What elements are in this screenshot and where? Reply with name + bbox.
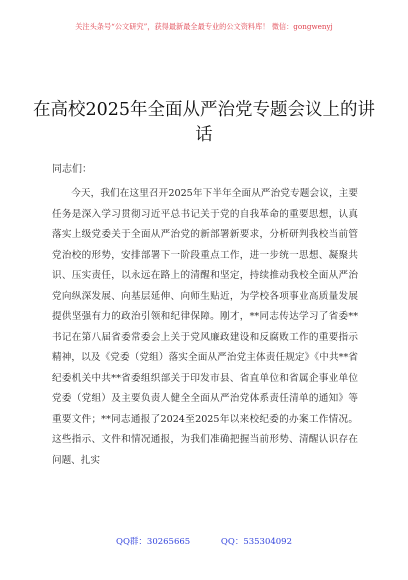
header-notice: 关注头条号“公文研究”，获得最新最全最专业的公文资料库！ 微信：gongwenyj <box>75 22 333 31</box>
footer-qq: QQ：535304092 <box>220 537 292 547</box>
footer-qq-group: QQ群：30265665 <box>115 537 191 547</box>
salutation: 同志们： <box>52 164 92 175</box>
body-paragraph: 今天，我们在这里召开2025年下半年全面从严治党专题会议，主要任务是深入学习贯彻习近平总书记关于党的自我革命的重要思想，认真落实上级党委关于全面从严治党的新部署新要求，分析研判我校当前管党治校的形势，安排部署下一阶段重点工作，进一步统一思想、凝聚共识、压实责任，以永远在路上的清醒和坚定，持续推动我校全面从严治党向纵深发展、向基层延伸、向师生贴近，为学校各项事业高质量发展提供坚强有力的政治引领和纪律保障。刚才，**同志传达学习了省委**书记在第八届省委常委会上关于党风廉政建设和反腐败工作的重要指示精神，以及《党委（党组）落实全面从严治党主体责任规定》《中共**省纪委机关中共**省委组织部关于印发市县、省直单位和省属企事业单位党委（党组）及主要负责人健全全面从严治党体系责任清单的通知》等重要文件；**同志通报了2024至2025年以来校纪委的办案工作情况。这些指示、文件和情况通报，为我们准确把握当前形势、清醒认识存在问题、扎实 <box>52 188 358 466</box>
footer <box>0 535 408 547</box>
document-title: 在高校2025年全面从严治党专题会议上的讲话 <box>32 99 376 145</box>
